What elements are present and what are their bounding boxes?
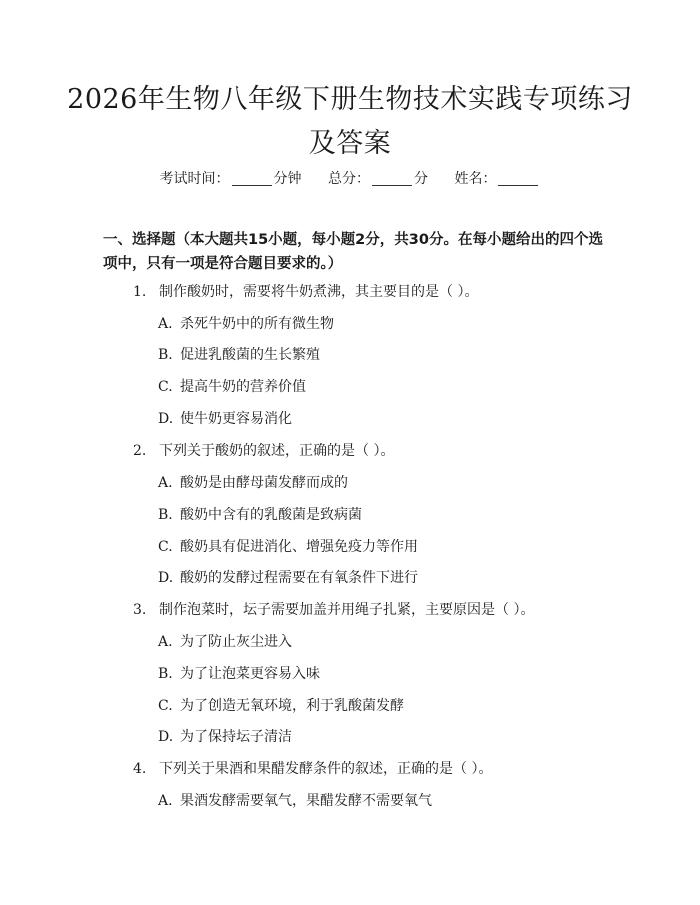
question-4-option-a (158, 791, 432, 811)
student-name-label: 姓名： (454, 171, 497, 187)
option-text: 为了防止灰尘进入 (180, 634, 292, 650)
exam-time-blank (232, 171, 272, 186)
section-heading: 一、选择题（本大题共15小题，每小题2分，共30分。在每小题给出的四个选项中，只有一项是符合题目要求的。） (103, 232, 603, 272)
question-number: 1. (133, 284, 147, 300)
total-score (328, 171, 428, 187)
exam-time (160, 171, 302, 187)
option-text: 杀死牛奶中的所有微生物 (180, 316, 334, 332)
exam-info-line (0, 168, 700, 188)
option-letter: D. (158, 570, 174, 586)
option-text: 酸奶的发酵过程需要在有氧条件下进行 (180, 570, 418, 586)
question-3-option-a (158, 632, 292, 652)
option-text: 提高牛奶的营养价值 (180, 379, 306, 395)
total-score-unit: 分 (414, 171, 428, 187)
option-text: 使牛奶更容易消化 (180, 411, 292, 427)
option-letter: A. (158, 316, 173, 332)
question-text: 下列关于酸奶的叙述，正确的是（ ）。 (159, 443, 395, 459)
question-1-option-c (158, 377, 306, 397)
question-4 (133, 759, 492, 779)
question-2-option-b (158, 505, 362, 525)
option-text: 果酒发酵需要氧气，果醋发酵不需要氧气 (180, 793, 432, 809)
question-number: 4. (133, 761, 147, 777)
option-text: 为了创造无氧环境，利于乳酸菌发酵 (180, 698, 404, 714)
question-text: 制作酸奶时，需要将牛奶煮沸，其主要目的是（ ）。 (159, 284, 479, 300)
student-name-blank (498, 171, 538, 186)
question-2-option-d (158, 568, 418, 588)
option-text: 酸奶中含有的乳酸菌是致病菌 (180, 507, 362, 523)
option-letter: A. (158, 634, 173, 650)
question-2-option-a (158, 473, 348, 493)
option-letter: C. (158, 698, 173, 714)
question-number: 3. (133, 602, 147, 618)
question-3-option-d (158, 727, 292, 747)
option-letter: A. (158, 793, 173, 809)
question-3-option-b (158, 664, 320, 684)
question-2 (133, 441, 394, 461)
option-text: 为了保持坛子清洁 (180, 729, 292, 745)
total-score-label: 总分： (328, 171, 370, 187)
option-letter: A. (158, 475, 173, 491)
question-text: 下列关于果酒和果醋发酵条件的叙述，正确的是（ ）。 (159, 761, 493, 777)
option-letter: D. (158, 729, 174, 745)
question-1 (133, 282, 478, 302)
question-1-option-b (158, 345, 320, 365)
option-letter: D. (158, 411, 174, 427)
page-title: 2026年生物八年级下册生物技术实践专项练习及答案 (67, 84, 633, 159)
question-2-option-c (158, 537, 418, 557)
exam-time-label: 考试时间： (159, 171, 230, 187)
option-text: 酸奶是由酵母菌发酵而成的 (180, 475, 348, 491)
question-3-option-c (158, 696, 404, 716)
total-score-blank (372, 171, 412, 186)
option-letter: B. (158, 666, 173, 682)
option-letter: B. (158, 507, 173, 523)
option-text: 为了让泡菜更容易入味 (180, 666, 320, 682)
option-text: 促进乳酸菌的生长繁殖 (180, 347, 320, 363)
option-letter: C. (158, 539, 173, 555)
option-letter: C. (158, 379, 173, 395)
question-1-option-a (158, 314, 334, 334)
question-number: 2. (133, 443, 147, 459)
option-letter: B. (158, 347, 173, 363)
question-3 (133, 600, 534, 620)
question-text: 制作泡菜时，坛子需要加盖并用绳子扎紧，主要原因是（ ）。 (159, 602, 535, 618)
exam-time-unit: 分钟 (273, 171, 302, 187)
option-text: 酸奶具有促进消化、增强免疫力等作用 (180, 539, 418, 555)
question-1-option-d (158, 409, 292, 429)
student-name (454, 171, 540, 187)
